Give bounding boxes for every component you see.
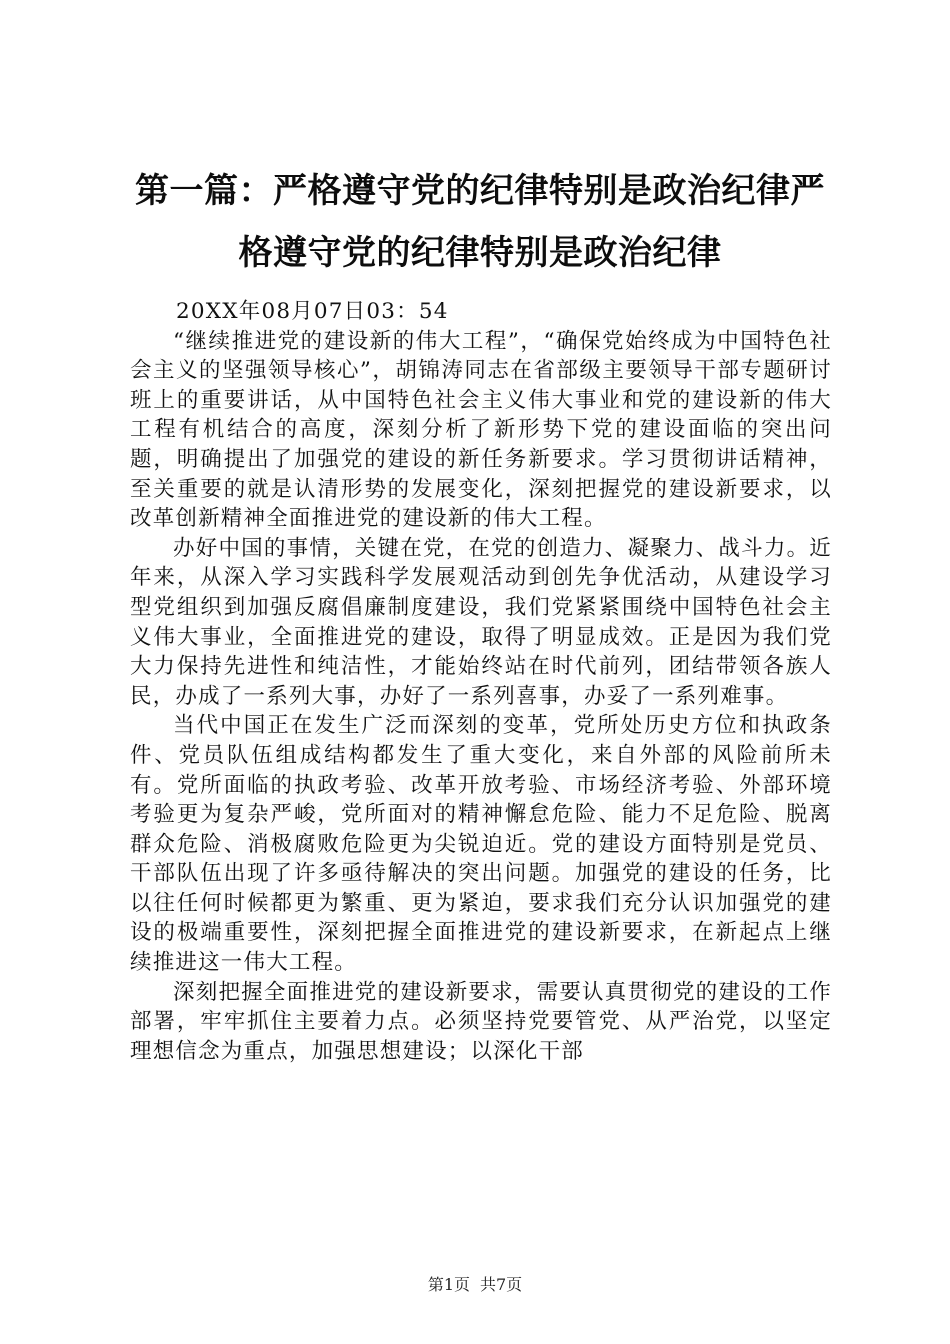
document-body: [130, 297, 832, 1066]
title-line-1: 第一篇：严格遵守党的纪律特别是政治纪律严: [135, 171, 825, 211]
publish-date: 20XX年08月07日03：54: [176, 299, 449, 324]
page-footer: [0, 1272, 950, 1295]
title-line-2: 格遵守党的纪律特别是政治纪律: [238, 233, 722, 273]
paragraph-4: 深刻把握全面推进党的建设新要求，需要认真贯彻党的建设的工作部署，牢牢抓住主要着力点。必须坚持党要管党、从严治党，以坚定理想信念为重点，加强思想建设；以深化干部: [130, 979, 832, 1064]
paragraph-3: 当代中国正在发生广泛而深刻的变革，党所处历史方位和执政条件、党员队伍组成结构都发生了重大变化，来自外部的风险前所未有。党所面临的执政考验、改革开放考验、市场经济考验、外部环境考验更为复杂严峻，党所面对的精神懈怠危险、能力不足危险、脱离群众危险、消极腐败危险更为尖锐迫近。党的建设方面特别是党员、干部队伍出现了许多亟待解决的突出问题。加强党的建设的任务，比以往任何时候都更为繁重、更为紧迫，要求我们充分认识加强党的建设的极端重要性，深刻把握全面推进党的建设新要求，在新起点上继续推进这一伟大工程。: [130, 713, 832, 976]
paragraph-1: “继续推进党的建设新的伟大工程”，“确保党始终成为中国特色社会主义的坚强领导核心”，胡锦涛同志在省部级主要领导干部专题研讨班上的重要讲话，从中国特色社会主义伟大事业和党的建设新的伟大工程有机结合的高度，深刻分析了新形势下党的建设面临的突出问题，明确提出了加强党的建设的新任务新要求。学习贯彻讲话精神，至关重要的就是认清形势的发展变化，深刻把握党的建设新要求，以改革创新精神全面推进党的建设新的伟大工程。: [130, 328, 832, 532]
page-number: 第1页: [427, 1275, 470, 1294]
paragraph-2: 办好中国的事情，关键在党，在党的创造力、凝聚力、战斗力。近年来，从深入学习实践科学发展观活动到创先争优活动，从建设学习型党组织到加强反腐倡廉制度建设，我们党紧紧围绕中国特色社会主义伟大事业，全面推进党的建设，取得了明显成效。正是因为我们党大力保持先进性和纯洁性，才能始终站在时代前列，团结带领各族人民，办成了一系列大事，办好了一系列喜事，办妥了一系列难事。: [130, 535, 832, 709]
page-total: 共7页: [480, 1275, 523, 1294]
document-title: [120, 160, 840, 284]
